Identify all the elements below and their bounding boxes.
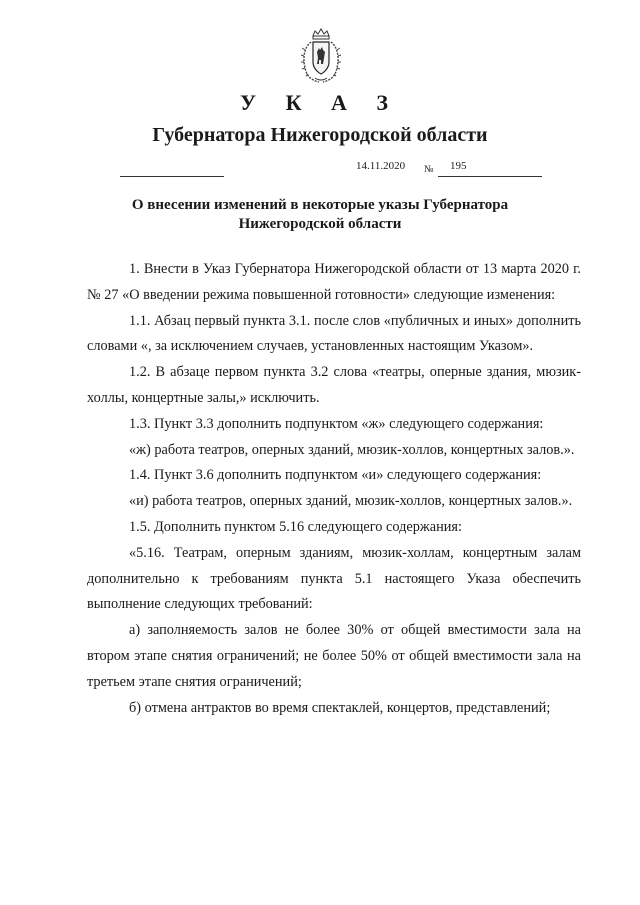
decree-date: 14.11.2020 bbox=[356, 160, 406, 172]
decree-body bbox=[87, 257, 581, 721]
paragraph: 1.2. В абзаце первом пункта 3.2 слова «театры, оперные здания, мюзик-холлы, концертные залы,» исключить. bbox=[87, 364, 581, 406]
paragraph: «и) работа театров, оперных зданий, мюзик-холлов, концертных залов.». bbox=[129, 493, 573, 510]
issuer-title: Губернатора Нижегородской области bbox=[152, 124, 488, 146]
paragraph: 1.3. Пункт 3.3 дополнить подпунктом «ж» следующего содержания: bbox=[129, 415, 544, 432]
paragraph: а) заполняемость залов не более 30% от общей вместимости зала на втором этапе снятия ограничений; не более 50% от общей вместимости зала на третьем этапе снятия ограничений; bbox=[87, 622, 581, 690]
paragraph: 1.4. Пункт 3.6 дополнить подпунктом «и» следующего содержания: bbox=[129, 467, 542, 484]
paragraph: 1.5. Дополнить пунктом 5.16 следующего содержания: bbox=[129, 518, 462, 535]
paragraph: б) отмена антрактов во время спектаклей, концертов, представлений; bbox=[129, 699, 551, 716]
heading-line-2: Нижегородской области bbox=[238, 216, 402, 232]
paragraph: 1.1. Абзац первый пункта 3.1. после слов «публичных и иных» дополнить словами «, за исключением случаев, установленных настоящим Указом». bbox=[87, 312, 581, 355]
paragraph: 1. Внести в Указ Губернатора Нижегородской области от 13 марта 2020 г. № 27 «О введении режима повышенной готовности» следующие изменения: bbox=[87, 261, 581, 303]
decree-heading bbox=[120, 196, 520, 234]
heading-line-1: О внесении изменений в некоторые указы Губернатора bbox=[131, 197, 509, 213]
date-signature-line bbox=[120, 176, 224, 177]
paragraph: «ж) работа театров, оперных зданий, мюзик-холлов, концертных залов.». bbox=[129, 441, 575, 458]
decree-number: 195 bbox=[450, 160, 467, 172]
paragraph: «5.16. Театрам, оперным зданиям, мюзик-холлам, концертным залам дополнительно к требованиям пункта 5.1 настоящего Указа обеспечить выполнение следующих требований: bbox=[87, 544, 581, 613]
number-line bbox=[438, 176, 542, 177]
coat-of-arms-emblem bbox=[299, 28, 343, 84]
number-sign: № bbox=[424, 164, 434, 175]
decree-title: У К А З bbox=[239, 90, 401, 115]
